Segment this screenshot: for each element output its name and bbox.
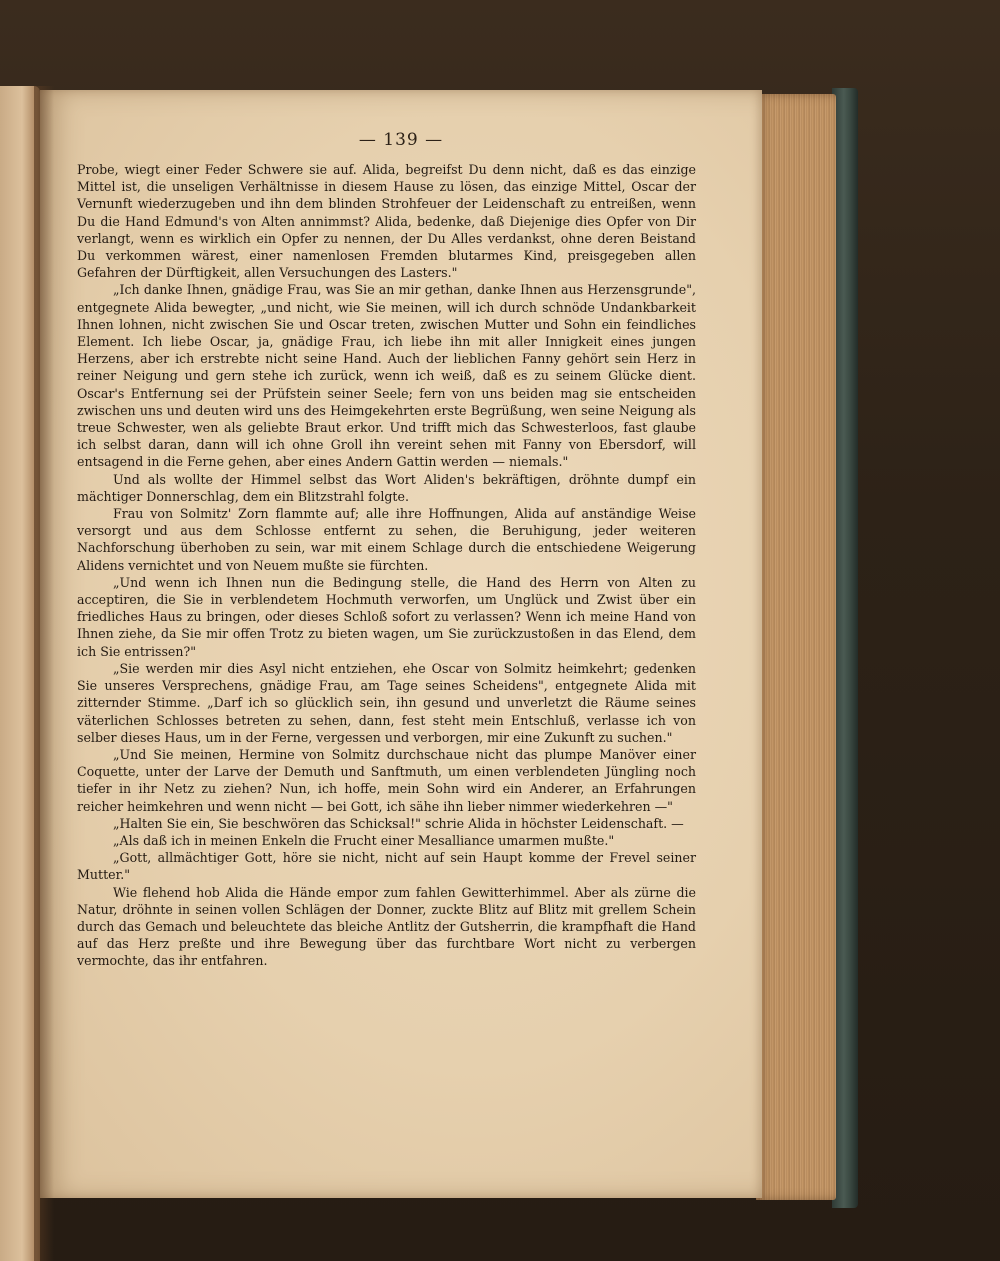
- paragraph-7: „Und Sie meinen, Hermine von Solmitz durchschaue nicht das plumpe Manöver einer Coquette, unter der Larve der Demuth und Sanftmuth, um einen verblendeten Jüngling noch tiefer in ihr Netz zu ziehen? Nun, ich hoffe, mein Sohn wird ein Anderer, an Erfahrungen reicher heimkehren und wenn nicht — bei Gott, ich sähe ihn lieber nimmer wiederkehren —": [77, 746, 696, 814]
- paragraph-9: „Als daß ich in meinen Enkeln die Frucht einer Mesalliance umarmen mußte.": [113, 832, 615, 848]
- book-page: [40, 90, 762, 1198]
- paragraph-3: Und als wollte der Himmel selbst das Wort Aliden's bekräftigen, dröhnte dumpf ein mächtiger Donnerschlag, dem ein Blitzstrahl folgte.: [77, 471, 696, 504]
- paragraph-4: Frau von Solmitz' Zorn flammte auf; alle ihre Hoffnungen, Alida auf anständige Weise versorgt und aus dem Schlosse entfernt zu sehen, die Beruhigung, jeder weiteren Nachforschung überhoben zu sein, war mit einem Schlage durch die entschiedene Weigerung Alidens vernichtet und von Neuem mußte sie fürchten.: [77, 506, 696, 573]
- paragraph-1: Probe, wiegt einer Feder Schwere sie auf. Alida, begreifst Du denn nicht, daß es das einzige Mittel ist, die unseligen Verhältnisse in diesem Hause zu lösen, das einzige Mittel, Oscar der Vernunft wiederzugeben und ihn dem blinden Strohfeuer der Leidenschaft zu entreißen, wenn Du die Hand Edmund's von Alten annimmst? Alida, bedenke, daß Diejenige dies Opfer von Dir verlangt, wenn es wirklich ein Opfer zu nennen, der Du Alles verdankst, ohne deren Beistand Du verkommen wärest, einer namenlosen Fremden blutarmes Kind, preisgegeben allen Gefahren der Dürftigkeit, allen Versuchungen des Lasters.": [77, 162, 696, 281]
- body-text: [77, 161, 696, 970]
- page-stack-edges: [756, 94, 836, 1200]
- paragraph-5: „Und wenn ich Ihnen nun die Bedingung stelle, die Hand des Herrn von Alten zu acceptiren, die Sie in verblendetem Hochmuth verworfen, um Unglück und Zwist über ein friedliches Haus zu bringen, oder dieses Schloß sofort zu verlassen? Wenn ich meine Hand von Ihnen ziehe, da Sie mir offen Trotz zu bieten wagen, um Sie zurückzustoßen in das Elend, dem ich Sie entrissen?": [77, 574, 696, 659]
- paragraph-8: „Halten Sie ein, Sie beschwören das Schicksal!" schrie Alida in höchster Leidenschaft. —: [113, 815, 684, 831]
- paragraph-11: Wie flehend hob Alida die Hände empor zum fahlen Gewitterhimmel. Aber als zürne die Natur, dröhnte in seinen vollen Schlägen der Donner, zuckte Blitz auf Blitz mit grellem Schein durch das Gemach und beleuchtete das bleiche Antlitz der Gutsherrin, die krampfhaft die Hand auf das Herz preßte und ihre Bewegung über das furchtbare Wort nicht zu verbergen vermochte, das ihr entfahren.: [77, 884, 696, 969]
- paragraph-10: „Gott, allmächtiger Gott, höre sie nicht, nicht auf sein Haupt komme der Frevel seiner Mutter.": [77, 850, 696, 883]
- book-gutter-shadow: [34, 86, 54, 1261]
- paragraph-6: „Sie werden mir dies Asyl nicht entziehen, ehe Oscar von Solmitz heimkehrt; gedenken Sie unseres Versprechens, gnädige Frau, am Tage seines Scheidens", entgegnete Alida mit zitternder Stimme. „Darf ich so glücklich sein, ihn gesund und unverletzt die Räume seines väterlichen Schlosses betreten zu sehen, dann, fest steht mein Entschluß, verlasse ich von selber dieses Haus, um in der Ferne, vergessen und verborgen, mir eine Zukunft zu suchen.": [77, 660, 696, 745]
- paragraph-2: „Ich danke Ihnen, gnädige Frau, was Sie an mir gethan, danke Ihnen aus Herzensgrunde", entgegnete Alida bewegter, „und nicht, wie Sie meinen, will ich durch schnöde Undankbarkeit Ihnen lohnen, nicht zwischen Sie und Oscar treten, zwischen Mutter und Sohn ein feindliches Element. Ich liebe Oscar, ja, gnädige Frau, ich liebe ihn mit aller Innigkeit eines jungen Herzens, aber ich erstrebte nicht seine Hand. Auch der lieblichen Fanny gehört sein Herz in reiner Neigung und gern stehe ich zurück, wenn ich weiß, daß es zu seinem Glücke dient. Oscar's Entfernung sei der Prüfstein seiner Seele; fern von uns beiden mag sie entscheiden zwischen uns und deuten wird uns des Heimgekehrten erste Begrüßung, wen seine Neigung als treue Schwester, wen als geliebte Braut erkor. Und trifft mich das Schwesterloos, fast glaube ich selbst daran, dann will ich ohne Groll ihn vereint sehen mit Fanny von Ebersdorf, will entsagend in die Ferne gehen, aber eines Andern Gattin werden — niemals.": [77, 282, 696, 470]
- page-number: — 139 —: [358, 130, 444, 150]
